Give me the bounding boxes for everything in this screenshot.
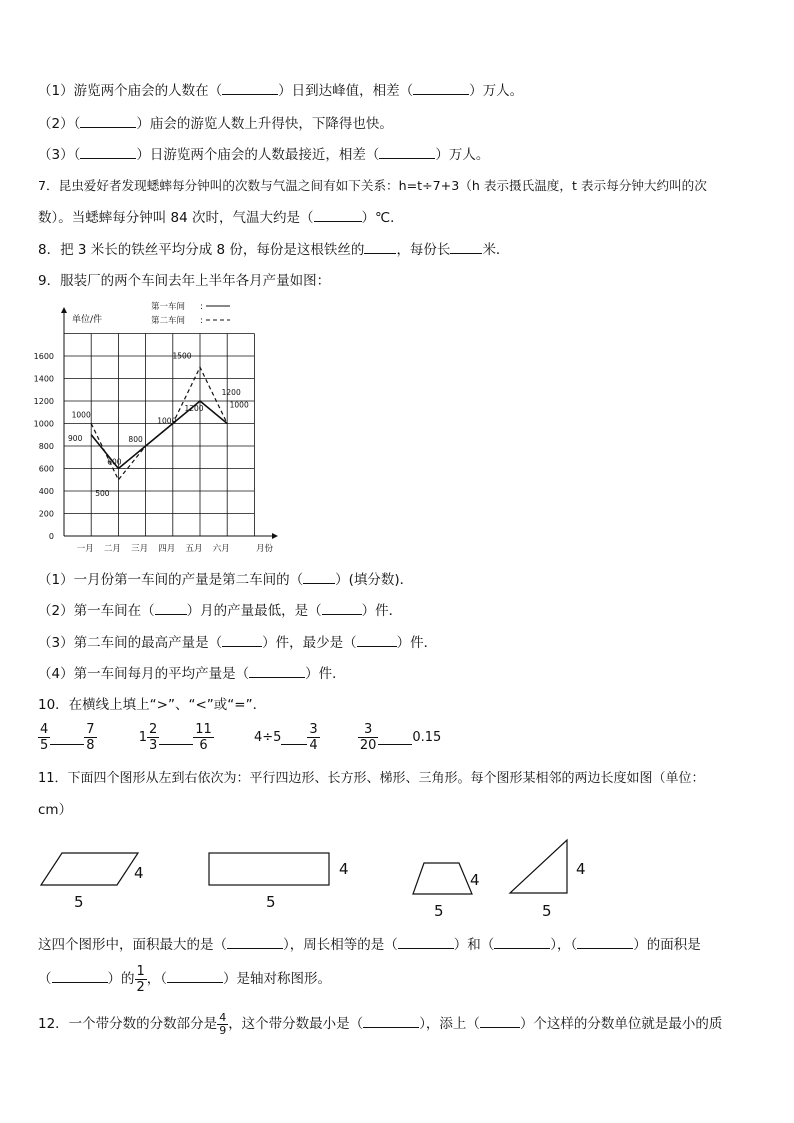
fraction-four-ninths: $\frac{4}{9}$ [219, 1010, 227, 1037]
fraction-one-half: $\frac{1}{2}$ [136, 963, 145, 995]
y-tick-label: 1400 [33, 374, 54, 384]
data-label-extra: 1200 [221, 388, 241, 397]
q10-intro: 10．在横线上填上“>”、“<”或“=”． [38, 697, 267, 713]
y-tick-label: 0 [48, 532, 54, 541]
answer-blank[interactable] [363, 1013, 419, 1028]
legend-label-2: 第二车间 [151, 316, 186, 326]
svg-text::: : [200, 316, 203, 326]
q11-line4: （ ）的 $\frac{1}{2}$ ，（ ）是轴对称图形。 [38, 963, 332, 995]
rectangle-base-label: 5 [266, 893, 276, 911]
data-label: 1000 [157, 416, 177, 426]
q9-sub2: （2）第一车间在（ ）月的产量最低，是（ ）件． [38, 600, 402, 621]
q-prev-line2: （2）（ ）庙会的游览人数上升得快，下降得也快。 [38, 113, 393, 134]
answer-blank[interactable] [314, 207, 362, 222]
data-label: 500 [95, 488, 110, 498]
expr-4: $\frac{3}{20}$ 0.15 [359, 722, 442, 753]
compare-blank[interactable] [50, 730, 84, 745]
rectangle-side-label: 4 [339, 860, 349, 878]
answer-blank[interactable] [322, 600, 362, 615]
parallelogram-side-label: 4 [134, 864, 144, 882]
q7-line2: 数）。当蟋蟀每分钟叫 84 次时，气温大约是（ ）℃． [38, 207, 404, 228]
expr-1: $\frac{4}{5}$ $\frac{7}{8}$ [40, 722, 95, 753]
y-tick-label: 800 [38, 442, 54, 451]
trapezoid-side-label: 4 [470, 871, 480, 889]
trapezoid-base-label: 5 [434, 902, 444, 920]
answer-blank[interactable] [222, 632, 262, 647]
expr-2: 1 $\frac{2}{3}$ $\frac{11}{6}$ [138, 722, 212, 753]
answer-blank[interactable] [227, 934, 283, 949]
answer-blank[interactable] [167, 968, 223, 983]
compare-blank[interactable] [281, 730, 307, 745]
parallelogram-shape [41, 853, 138, 885]
compare-blank[interactable] [159, 730, 193, 745]
data-label: 1000 [71, 410, 91, 420]
answer-blank[interactable] [450, 239, 482, 254]
q11-shapes [0, 832, 794, 924]
q9-sub4: （4）第一车间每月的平均产量是（ ）件． [38, 663, 346, 684]
answer-blank[interactable] [577, 934, 633, 949]
q11-line2: cm） [38, 802, 73, 818]
y-tick-label: 200 [38, 509, 54, 519]
x-tick-label: 一月 [76, 544, 94, 554]
q11-line1: 11．下面四个图形从左到右依次为：平行四边形、长方形、梯形、三角形。每个图形某相邻的两边长度如图（单位： [38, 771, 705, 786]
answer-blank[interactable] [249, 663, 305, 678]
q8-line: 8．把 3 米长的铁丝平均分成 8 份，每份是这根铁丝的 ，每份长 米． [38, 239, 509, 260]
data-label: 800 [128, 435, 143, 444]
answer-blank[interactable] [494, 934, 550, 949]
x-axis-label: 月份 [256, 544, 274, 554]
answer-blank[interactable] [52, 968, 108, 983]
x-tick-label: 四月 [158, 544, 176, 554]
answer-blank[interactable] [413, 80, 469, 95]
y-tick-label: 1200 [33, 397, 54, 406]
q-prev-line1: （1）游览两个庙会的人数在（ ）日到达峰值，相差（ ）万人。 [38, 80, 523, 101]
answer-blank[interactable] [364, 239, 396, 254]
chart-legend [151, 301, 230, 326]
q10-expressions [38, 722, 441, 753]
rectangle-shape [209, 853, 329, 885]
q9-sub1: （1）一月份第一车间的产量是第二车间的（ ）(填分数)． [38, 569, 413, 590]
answer-blank[interactable] [222, 80, 278, 95]
triangle-base-label: 5 [542, 902, 552, 920]
answer-blank[interactable] [398, 934, 454, 949]
q9-sub3: （3）第二车间的最高产量是（ ）件，最少是（ ）件． [38, 632, 437, 653]
x-tick-label: 六月 [212, 544, 230, 554]
y-tick-label: 1000 [33, 419, 54, 429]
data-label: 1000 [229, 400, 249, 410]
triangle-side-label: 4 [576, 860, 586, 878]
chart-series [68, 351, 249, 498]
compare-blank[interactable] [378, 730, 412, 745]
y-axis-label: 单位/件 [72, 315, 103, 325]
x-tick-label: 五月 [185, 544, 203, 554]
x-tick-label: 二月 [103, 544, 121, 554]
answer-blank[interactable] [379, 144, 435, 159]
answer-blank[interactable] [303, 569, 335, 584]
q7-line1: 7．昆虫爱好者发现蟋蟀每分钟叫的次数与气温之间有如下关系：h=t÷7+3（h 表示摄氏温度，t 表示每分钟大约叫的次 [38, 178, 707, 193]
y-tick-label: 400 [38, 487, 54, 496]
legend-label-1: 第一车间 [151, 302, 186, 312]
y-tick-label: 600 [38, 464, 54, 474]
y-tick-label: 1600 [33, 352, 54, 361]
answer-blank[interactable] [480, 1013, 520, 1028]
data-label: 600 [107, 457, 122, 467]
answer-blank[interactable] [357, 632, 397, 647]
expr-3: 4÷5 $\frac{3}{4}$ [253, 722, 318, 753]
triangle-shape [510, 840, 567, 893]
x-tick-label: 三月 [131, 544, 149, 554]
svg-text::: : [200, 302, 203, 312]
answer-blank[interactable] [80, 113, 136, 128]
answer-blank[interactable] [80, 144, 136, 159]
answer-blank[interactable] [155, 600, 187, 615]
q-prev-line3: （3）（ ）日游览两个庙会的人数最接近，相差（ ）万人。 [38, 144, 489, 165]
q9-intro: 9．服装厂的两个车间去年上半年各月产量如图： [38, 273, 331, 289]
data-label: 1500 [172, 351, 192, 361]
production-line-chart [30, 296, 290, 562]
parallelogram-base-label: 5 [74, 893, 84, 911]
q12-line: 12．一个带分数的分数部分是 $\frac{4}{9}$ ，这个带分数最小是（ ），添上（ ）个这样的分数单位就是最小的质 [38, 1010, 723, 1037]
data-label: 1200 [184, 404, 204, 413]
data-label: 900 [68, 433, 83, 443]
q11-line3: 这四个图形中，面积最大的是（ ），周长相等的是（ ）和（ ），（ ）的面积是 [38, 934, 701, 955]
trapezoid-shape [413, 863, 472, 894]
